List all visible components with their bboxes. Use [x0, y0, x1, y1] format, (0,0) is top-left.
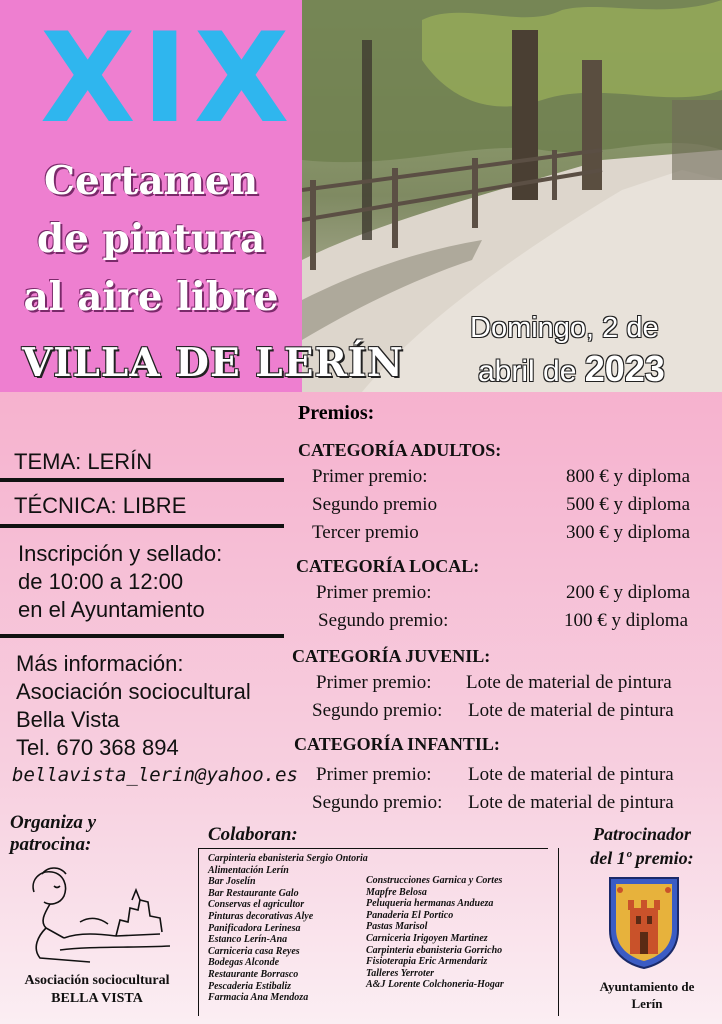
prize-value: Lote de material de pintura	[468, 764, 674, 785]
prize-label: Segundo premio:	[318, 610, 449, 631]
divider-3	[0, 634, 284, 638]
contact-email[interactable]: bellavista_lerin@yahoo.es	[12, 764, 298, 786]
title-line-3: al aire libre	[23, 274, 279, 320]
prizes-title: Premios:	[298, 402, 375, 424]
edition-number: XIX	[40, 7, 296, 151]
collaborators-right-border	[558, 848, 559, 1016]
collaborator-item: Estanco Lerín-Ana	[208, 934, 288, 946]
collaborator-item: Construcciones Garnica y Cortes	[366, 875, 503, 886]
theme-text: TEMA: LERÍN	[14, 449, 153, 474]
registration-info: Inscripción y sellado: de 10:00 a 12:00 en el Ayuntamiento	[18, 541, 223, 622]
category-local: CATEGORÍA LOCAL:	[296, 556, 480, 576]
collaborator-item: Pinturas decorativas Alye	[208, 910, 314, 922]
prize-label: Segundo premio:	[312, 700, 443, 721]
category-children: CATEGORÍA INFANTIL:	[294, 734, 500, 754]
shield-icon	[606, 874, 682, 970]
collaborator-item: Alimentación Lerín	[208, 864, 289, 876]
prize-label: Segundo premio:	[312, 792, 443, 813]
prize-label: Primer premio:	[316, 672, 432, 693]
title-line-1: Certamen	[43, 158, 259, 204]
collaborator-item: Bodegas Alconde	[208, 957, 280, 969]
collaborators-heading: Colaboran:	[208, 824, 298, 845]
collaborator-item: Panaderia El Portico	[366, 909, 454, 921]
collaborators-left-border	[198, 848, 199, 1016]
collaborator-item: A&J Lorente Colchoneria-Hogar	[366, 979, 504, 991]
prize-label: Primer premio:	[316, 582, 432, 603]
collaborator-item: Carniceria Irigoyen Martinez	[366, 932, 488, 944]
date-month: abril de	[478, 355, 585, 388]
category-adults: CATEGORÍA ADULTOS:	[298, 440, 502, 460]
date-line-1: Domingo, 2 de	[470, 312, 659, 344]
collaborator-item: Peluqueria hermanas Andueza	[366, 898, 494, 910]
painter-drawing-icon	[20, 862, 190, 970]
sponsor-name: Ayuntamiento de Lerín	[599, 979, 695, 1011]
collaborator-item: Restaurante Borrasco	[208, 968, 299, 980]
prize-value: Lote de material de pintura	[466, 672, 672, 693]
collaborator-item: Fisioterapia Eric Armendariz	[366, 956, 488, 968]
prize-value: 500 € y diploma	[566, 494, 691, 515]
collaborator-item: Mapfre Belosa	[366, 886, 427, 898]
collaborators-list-2	[366, 875, 504, 991]
main-sponsor-heading: Patrocinador del 1º premio:	[590, 824, 694, 868]
prize-label: Primer premio:	[316, 764, 432, 785]
collaborator-item: Carpinteria ebanisteria Gorricho	[366, 944, 503, 956]
divider-2	[0, 524, 284, 528]
collaborator-item: Farmacia Ana Mendoza	[208, 992, 309, 1004]
collaborator-item: Conservas el agricultor	[208, 899, 305, 911]
date-year: 2023	[584, 348, 665, 389]
prize-value: 300 € y diploma	[566, 522, 691, 543]
category-juvenile: CATEGORÍA JUVENIL:	[292, 646, 491, 666]
technique-text: TÉCNICA: LIBRE	[14, 493, 187, 518]
collaborator-item: Panificadora Lerinesa	[208, 922, 301, 934]
prize-value: Lote de material de pintura	[468, 700, 674, 721]
title-line-2: de pintura	[36, 216, 266, 262]
collaborator-item: Carniceria casa Reyes	[208, 945, 300, 957]
contact-info: Más información: Asociación sociocultural Bella Vista Tel. 670 368 894	[16, 651, 251, 760]
prize-value: 800 € y diploma	[566, 466, 691, 487]
collaborator-item: Talleres Yerroter	[366, 967, 435, 979]
organizer-name: Asociación sociocultural BELLA VISTA	[24, 973, 170, 1006]
date-line-2	[478, 348, 665, 390]
collaborators-list-1	[208, 853, 368, 1004]
collaborator-item: Pastas Marisol	[366, 921, 428, 933]
organizer-heading: Organiza y patrocina:	[10, 812, 97, 855]
lerin-coat-of-arms-icon	[606, 874, 682, 970]
prize-value: 100 € y diploma	[564, 610, 689, 631]
collaborators-top-border	[198, 848, 548, 849]
collaborator-item: Carpinteria ebanisteria Sergio Ontoria	[208, 853, 368, 864]
prize-value: Lote de material de pintura	[468, 792, 674, 813]
prize-label: Segundo premio	[312, 494, 438, 515]
collaborator-item: Bar Joselín	[208, 876, 256, 888]
prize-label: Tercer premio	[312, 522, 419, 543]
prize-label: Primer premio:	[312, 466, 428, 487]
divider-1	[0, 478, 284, 482]
collaborator-item: Pescaderia Estibaliz	[208, 980, 292, 992]
prize-value: 200 € y diploma	[566, 582, 691, 603]
bella-vista-logo	[20, 862, 190, 970]
place-title: VILLA DE LERÍN	[22, 340, 404, 386]
collaborator-item: Bar Restaurante Galo	[208, 887, 299, 899]
